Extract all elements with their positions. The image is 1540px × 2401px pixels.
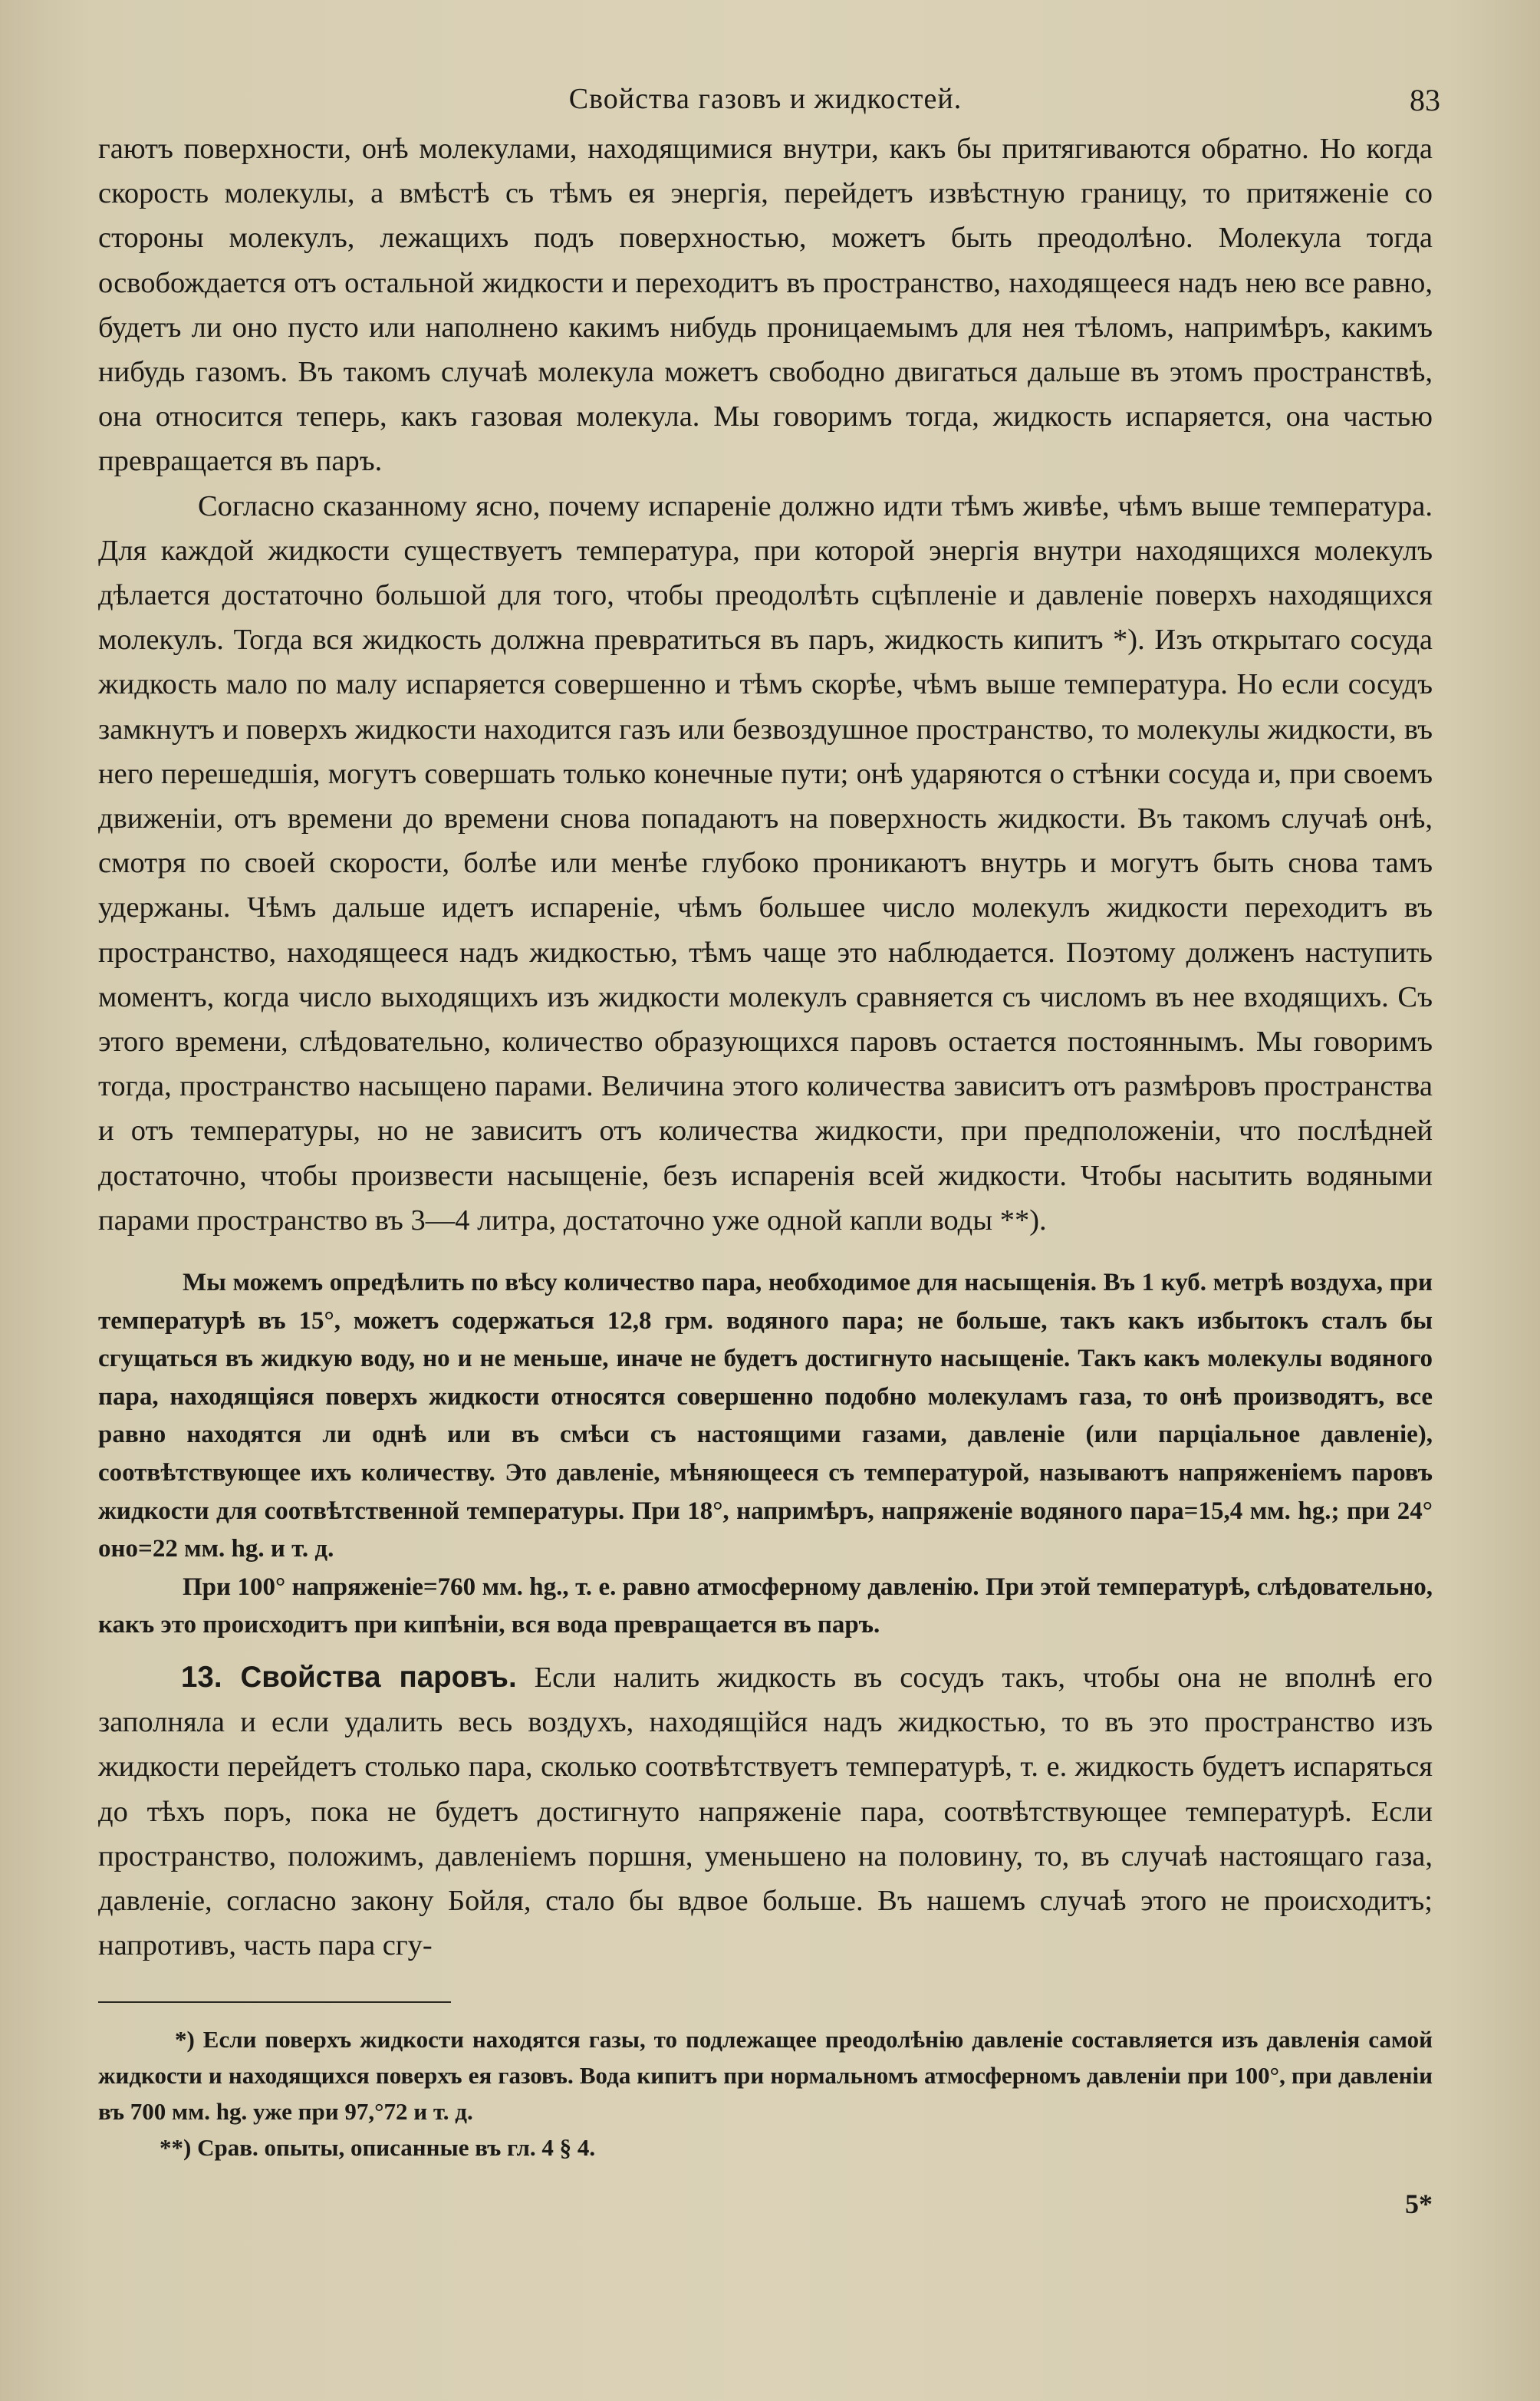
small-print-paragraph-1: Мы можемъ опредѣлить по вѣсу количество пара, необходимое для насыщенія. Въ 1 куб. метрѣ воздуха, при температурѣ въ 15°, можетъ содержаться 12,8 грм. водяного пара; не больше, такъ какъ избытокъ сталъ бы сгущаться въ жидкую воду, но и не меньше, иначе не будетъ достигнуто насыщеніе. Такъ какъ молекулы водяного пара, находящіяся поверхъ жидкости относятся совершенно подобно молекуламъ газа, то онѣ производятъ, все равно находятся ли однѣ или въ смѣси съ настоящими газами, давленіе (или парціальное давленіе), соотвѣтствующее ихъ количеству. Это давленіе, мѣняющееся съ температурой, называютъ напряженіемъ паровъ жидкости для соотвѣтственной температуры. При 18°, напримѣръ, напряженіе водяного пара=15,4 мм. hg.; при 24° оно=22 мм. hg. и т. д. (98, 1269, 1433, 1563)
small-print-paragraph-2: При 100° напряженіе=760 мм. hg., т. е. равно атмосферному давленію. При этой температурѣ, слѣдовательно, какъ это происходитъ при кипѣніи, вся вода превращается въ паръ. (98, 1573, 1433, 1639)
running-title: Свойства газовъ и жидкостей. (568, 83, 962, 115)
signature-mark: 5* (1405, 2189, 1433, 2219)
footnote-rule (98, 2001, 451, 2003)
section-heading: 13. Свойства паровъ. (181, 1661, 517, 1695)
small-print-block (98, 1264, 1433, 1645)
section-13 (98, 1655, 1433, 1968)
footnote-2: **) Срав. опыты, описанные въ гл. 4 § 4. (160, 2134, 596, 2162)
footnotes (98, 2021, 1433, 2166)
running-header (98, 73, 1440, 127)
main-text (98, 127, 1433, 1243)
section-13-paragraph (98, 1655, 1433, 1968)
body-paragraph-2: Согласно сказанному ясно, почему испареніе должно идти тѣмъ живѣе, чѣмъ выше температура. Для каждой жидкости существуетъ температура, при которой энергія внутри находящихся молекулъ дѣлается достаточно большой для того, чтобы преодолѣть сцѣпленіе и давленіе поверхъ находящихся молекулъ. Тогда вся жидкость должна превратиться въ паръ, жидкость кипитъ *). Изъ открытаго сосуда жидкость мало по малу испаряется совершенно и тѣмъ скорѣе, чѣмъ выше температура. Но если сосудъ замкнутъ и поверхъ жидкости находится газъ или безвоздушное пространство, то молекулы жидкости, въ него перешедшія, могутъ совершать только конечные пути; онѣ ударяются о стѣнки сосуда и, при своемъ движеніи, отъ времени до времени снова попадаютъ на поверхность жидкости. Въ такомъ случаѣ онѣ, смотря по своей скорости, болѣе или менѣе глубоко проникаютъ внутрь и могутъ быть снова тамъ удержаны. Чѣмъ дальше идетъ испареніе, чѣмъ большее число молекулъ жидкости переходитъ въ пространство, находящееся надъ жидкостью, тѣмъ чаще это наблюдается. Поэтому долженъ наступить моментъ, когда число выходящихъ изъ жидкости молекулъ сравняется съ числомъ въ нее входящихъ. Съ этого времени, слѣдовательно, количество образующихся паровъ остается постояннымъ. Мы говоримъ тогда, пространство насыщено парами. Величина этого количества зависитъ отъ размѣровъ пространства и отъ температуры, но не зависитъ отъ количества жидкости, при предположеніи, что послѣдней достаточно, чтобы произвести насыщеніе, безъ испаренія всей жидкости. Чтобы насытить водяными парами пространство въ 3—4 литра, достаточно уже одной капли воды **). (98, 489, 1433, 1237)
page-number: 83 (1410, 83, 1440, 117)
footnote-1: *) Если поверхъ жидкости находятся газы, то подлежащее преодолѣнію давленіе составляется изъ давленія самой жидкости и находящихся поверхъ ея газовъ. Вода кипитъ при нормальномъ атмосферномъ давленіи при 100°, при давленіи въ 700 мм. hg. уже при 97,°72 и т. д. (98, 2026, 1433, 2126)
section-13-text: Если налить жидкость въ сосудъ такъ, чтобы она не вполнѣ его заполняла и если удалить весь воздухъ, находящійся надъ жидкостью, то въ это пространство изъ жидкости перейдетъ столько пара, сколько соотвѣтствуетъ температурѣ, т. е. жидкость будетъ испаряться до тѣхъ поръ, пока не будетъ достигнуто напряженіе пара, соотвѣтствующее температурѣ. Если пространство, положимъ, давленіемъ поршня, уменьшено на половину, то, въ случаѣ настоящаго газа, давленіе, согласно закону Бойля, стало бы вдвое больше. Въ нашемъ случаѣ этого не происходитъ; напротивъ, часть пара сгу- (98, 1662, 1433, 1962)
body-paragraph-1: гаютъ поверхности, онѣ молекулами, находящимися внутри, какъ бы притягиваются обратно. Но когда скорость молекулы, а вмѣстѣ съ тѣмъ ея энергія, перейдетъ извѣстную границу, то притяженіе со стороны молекулъ, лежащихъ подъ поверхностью, можетъ быть преодолѣно. Молекула тогда освобождается отъ остальной жидкости и переходитъ въ пространство, находящееся надъ нею все равно, будетъ ли оно пусто или наполнено какимъ нибудь проницаемымъ для нея тѣломъ, напримѣръ, какимъ нибудь газомъ. Въ такомъ случаѣ молекула можетъ свободно двигаться дальше въ этомъ пространствѣ, она относится теперь, какъ газовая молекула. Мы говоримъ тогда, жидкость испаряется, она частью превращается въ паръ. (98, 133, 1433, 478)
